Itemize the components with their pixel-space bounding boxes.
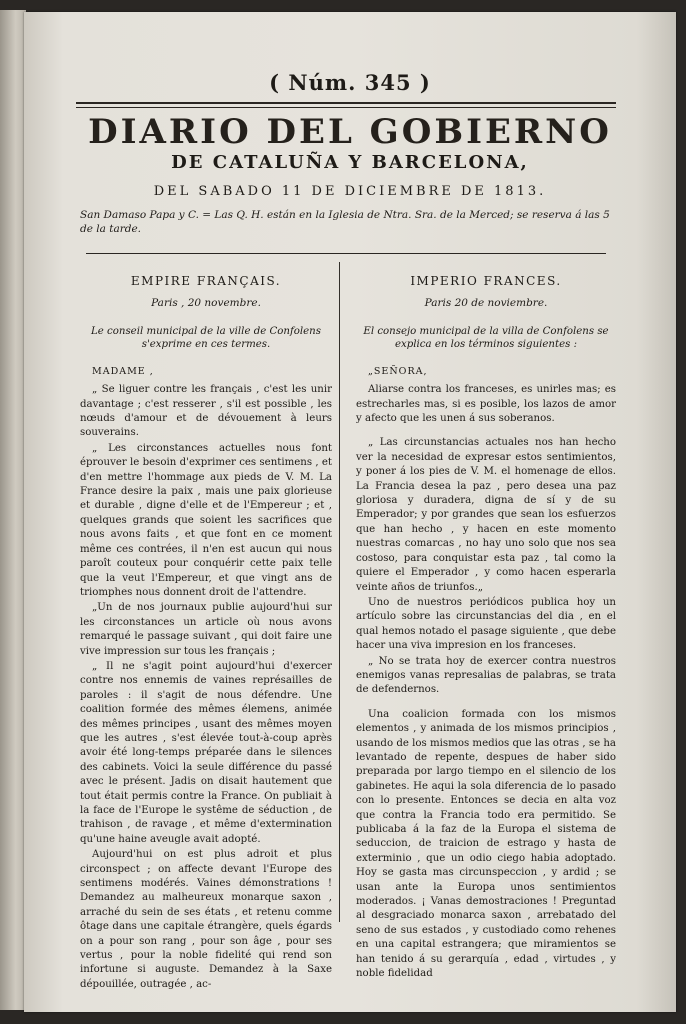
newspaper-page <box>24 12 676 1012</box>
spanish-paragraph: Aliarse contra los franceses, es unirles mas; es estrecharles mas, si es posible, los lazos de amor y afecto que les unen á sus soberanos. <box>356 384 616 425</box>
issue-number: ( Núm. 345 ) <box>269 70 431 95</box>
spanish-paragraph: „ No se trata hoy de exercer contra nuestros enemigos vanas represalias de palabras, se trata de defendernos. <box>356 655 616 696</box>
spanish-paragraph: „ Las circunstancias actuales nos han hecho ver la necesidad de expresar estos sentimientos, y poner á los pies de V. M. el homenage de ellos. La Francia desea la paz , pero desea una paz gloriosa y duradera, digna de sí y de su Emperador; y por grandes que sean los esfuerzos que han hecho , y hacen en este momento nuestras comarcas , no hay uno solo que nos sea costoso, para conquistar esta paz , tal como la quiere el Emperador , y como hacen esperarla veinte años de triunfos.„ <box>356 437 616 593</box>
french-salutation: MADAME , <box>92 365 154 377</box>
french-column <box>80 274 332 993</box>
column-divider <box>339 262 340 922</box>
adjacent-page-edge <box>0 10 26 1010</box>
french-subtitle: Le conseil municipal de la ville de Confolens s'exprime en ces termes. <box>91 325 321 350</box>
saints-notice: San Damaso Papa y C. = Las Q. H. están en la Iglesia de Ntra. Sra. de la Merced; se reserva á las 5 de la tarde. <box>80 209 610 235</box>
spanish-column <box>356 274 616 982</box>
french-paragraph: „Un de nos journaux publie aujourd'hui sur les circonstances un article où nous avons remarqué le passage suivant , qui doit faire une vive impression sur tous les français ; <box>80 602 332 657</box>
masthead-subtitle: DE CATALUÑA Y BARCELONA, <box>171 152 529 173</box>
french-paragraph: Aujourd'hui on est plus adroit et plus circonspect ; on affecte devant l'Europe des sentimens modérés. Vaines démonstrations ! Demandez au malheureux monarque saxon , arraché du sein de ses états , et retenu comme ôtage dans une capitale étrangère, quels égards on a pour son rang , pour son âge , pour ses vertus , pour la noble fidelité qui rend son infortune si auguste. Demandez à la Saxe dépouillée, outragée , ac- <box>80 849 332 990</box>
spanish-heading: IMPERIO FRANCES. <box>410 274 562 288</box>
spanish-subtitle: El consejo municipal de la villa de Confolens se explica en los términos siguientes : <box>363 325 609 350</box>
spanish-paragraph: Uno de nuestros periódicos publica hoy un artículo sobre las circunstancias del dia , en el qual hemos notado el pasage siguiente , que debe hacer una viva impresion en los franceses. <box>356 596 616 652</box>
spanish-paragraph: Una coalicion formada con los mismos elementos , y animada de los mismos principios , usando de los mismos medios que las otras , se ha levantado de repente, despues de haber sido preparada por largo tiempo en el silencio de los gabinetes. He aqui la sola diferencia de lo pasado con lo presente. Entonces se decia en alta voz que contra la Francia todo era permitido. Se publicaba á la faz de la Europa el sistema de seduccion, de traicion de estrago y hasta de exterminio , que un odio ciego habia adoptado. Hoy se gasta mas circunspeccion , y ardid ; se usan ante la Europa unos sentimientos moderados. ¡ Vanas demostraciones ! Preguntad al desgraciado monarca saxon , arrebatado del seno de sus estados , y custodiado como rehenes en una capital estrangera; que miramientos se han tenido á su gerarquía , edad , virtudes , y noble fidelidad <box>356 708 616 980</box>
spanish-salutation: „SEÑORA, <box>368 365 428 377</box>
french-heading: EMPIRE FRANÇAIS. <box>130 274 282 288</box>
french-paragraph: „ Il ne s'agit point aujourd'hui d'exercer contre nos ennemis de vaines représailles de paroles : il s'agit de nous défendre. Une coalition formée des mêmes élemens, animée des mêmes principes , usant des mêmes moyen que les autres , s'est élevée tout-à-coup après avoir été long-temps préparée dans le silences des cabinets. Voici la seule différence du passé avec le présent. Jadis on disait hautement que tout était permis contre la France. On publiait à la face de l'Europe le systême de séduction , de trahison , de ravage , et même d'extermination qu'une haine aveugle avait adopté. <box>80 660 332 845</box>
header-rule <box>86 253 606 254</box>
french-paragraph: „ Les circonstances actuelles nous font éprouver le besoin d'exprimer ces sentimens , et d'en mettre l'hommage aux pieds de V. M. La France desire la paix , mais une paix glorieuse et durable , digne d'elle et de l'Empereur ; et , quelques grands que soient les sacrifices que nous avons faits , et que font en ce moment même ces contrées, il n'en est aucun qui nous paroît couteux pour conquérir cette paix telle que la veut l'Empereur, et que vingt ans de triomphes nous donnent droit de l'attendre. <box>80 442 332 598</box>
french-dateline: Paris , 20 novembre. <box>151 297 261 310</box>
spanish-dateline: Paris 20 de noviembre. <box>424 297 548 310</box>
issue-date: DEL SABADO 11 DE DICIEMBRE DE 1813. <box>153 184 547 199</box>
masthead-title: DIARIO DEL GOBIERNO <box>88 112 612 152</box>
french-paragraph: „ Se liguer contre les français , c'est les unir davantage ; c'est resserer , s'il est possible , les nœuds d'amour et de dévouement à leurs souverains. <box>80 384 332 439</box>
top-rule <box>76 102 616 108</box>
